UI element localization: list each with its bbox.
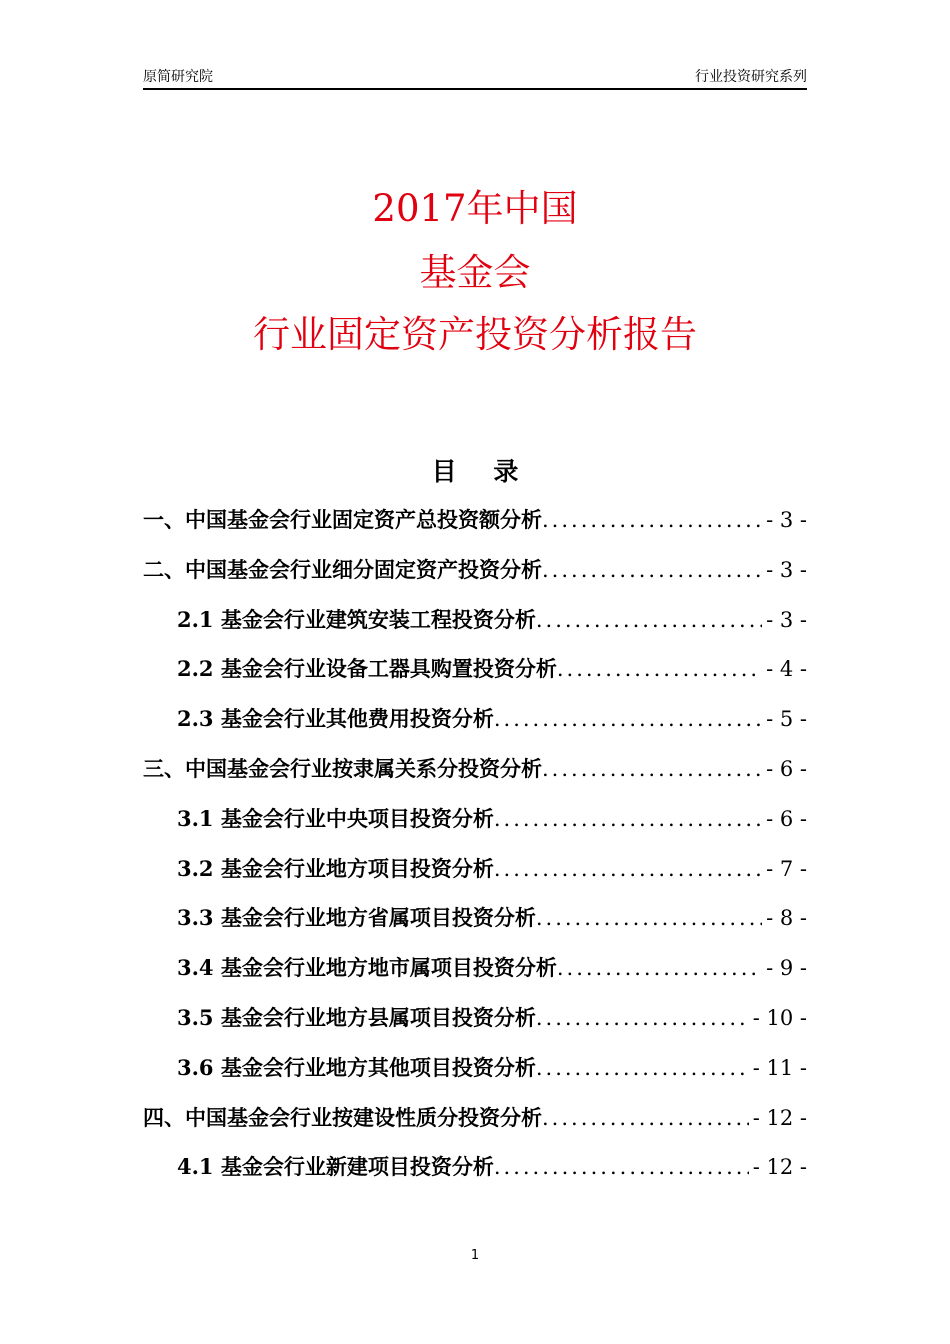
toc-entry-label[interactable]: 3.3 基金会行业地方省属项目投资分析 (177, 905, 536, 931)
header-series: 行业投资研究系列 (695, 69, 807, 85)
toc-entry[interactable] (143, 1052, 807, 1102)
dot-leader (542, 558, 762, 582)
toc-entry-label[interactable]: 3.6 基金会行业地方其他项目投资分析 (177, 1054, 536, 1080)
toc-entry[interactable] (143, 703, 807, 753)
toc-entry-page: - 10 - (752, 1005, 807, 1030)
toc-heading: 目 录 (431, 457, 533, 486)
dot-leader (494, 857, 762, 881)
toc-entry-page: - 6 - (766, 756, 807, 781)
toc-entry-page: - 3 - (766, 508, 807, 532)
dot-leader (494, 1155, 749, 1179)
toc-entry-label[interactable]: 3.5 基金会行业地方县属项目投资分析 (177, 1004, 536, 1030)
toc-entry[interactable] (143, 1002, 807, 1052)
toc-entry[interactable] (143, 604, 807, 654)
dot-leader (542, 1106, 749, 1130)
dot-leader (557, 657, 762, 681)
toc-entry[interactable] (143, 554, 807, 604)
toc-entry-label[interactable]: 四、中国基金会行业按建设性质分投资分析 (143, 1104, 542, 1130)
toc-entry-page: - 5 - (766, 707, 807, 732)
toc-entry-label[interactable]: 2.2 基金会行业设备工器具购置投资分析 (177, 656, 557, 682)
dot-leader (536, 1006, 749, 1030)
toc-entry[interactable] (143, 952, 807, 1002)
page-number: 1 (470, 1248, 480, 1263)
toc-entry-label[interactable]: 4.1 基金会行业新建项目投资分析 (177, 1154, 494, 1180)
toc-entry-label[interactable]: 3.2 基金会行业地方项目投资分析 (177, 855, 494, 881)
page-header (143, 66, 807, 90)
toc-entry-page: - 12 - (752, 1105, 807, 1130)
toc-entry-label[interactable]: 一、中国基金会行业固定资产总投资额分析 (143, 507, 542, 532)
dot-leader (494, 807, 762, 831)
header-org: 原简研究院 (143, 69, 213, 85)
toc-entry-page: - 9 - (766, 956, 807, 981)
report-title-line2: 基金会 (419, 251, 531, 294)
toc-entry-page: - 6 - (766, 806, 807, 831)
toc-entry-label[interactable]: 2.1 基金会行业建筑安装工程投资分析 (177, 606, 536, 632)
toc-entry-label[interactable]: 三、中国基金会行业按隶属关系分投资分析 (143, 755, 542, 781)
report-title-line1: 2017年中国 (372, 187, 578, 230)
toc-entry-page: - 8 - (766, 906, 807, 931)
toc-entry-page: - 11 - (752, 1055, 807, 1080)
dot-leader (557, 956, 762, 980)
toc-entry[interactable] (143, 1102, 807, 1152)
toc-entry-label[interactable]: 3.1 基金会行业中央项目投资分析 (177, 805, 494, 831)
toc-entry[interactable] (143, 803, 807, 853)
dot-leader (542, 508, 762, 532)
toc-entry[interactable] (143, 504, 807, 554)
dot-leader (536, 1056, 749, 1080)
dot-leader (494, 707, 762, 731)
toc-entry-page: - 12 - (752, 1155, 807, 1180)
toc-entry-page: - 4 - (766, 657, 807, 682)
toc-entry-page: - 7 - (766, 856, 807, 881)
toc-entry-page: - 3 - (766, 607, 807, 632)
toc-entry-label[interactable]: 二、中国基金会行业细分固定资产投资分析 (143, 556, 542, 582)
toc-entry[interactable] (143, 653, 807, 703)
dot-leader (542, 757, 762, 781)
toc-entry[interactable] (143, 753, 807, 803)
toc-entry-label[interactable]: 2.3 基金会行业其他费用投资分析 (177, 706, 494, 732)
toc-entry-page: - 3 - (766, 557, 807, 582)
toc-entry-label[interactable]: 3.4 基金会行业地方地市属项目投资分析 (177, 955, 557, 981)
table-of-contents (143, 504, 807, 1201)
toc-entry[interactable] (143, 1151, 807, 1201)
dot-leader (536, 608, 762, 632)
toc-entry[interactable] (143, 902, 807, 952)
toc-entry[interactable] (143, 853, 807, 903)
report-title-line3: 行业固定资产投资分析报告 (253, 313, 697, 356)
dot-leader (536, 906, 762, 930)
